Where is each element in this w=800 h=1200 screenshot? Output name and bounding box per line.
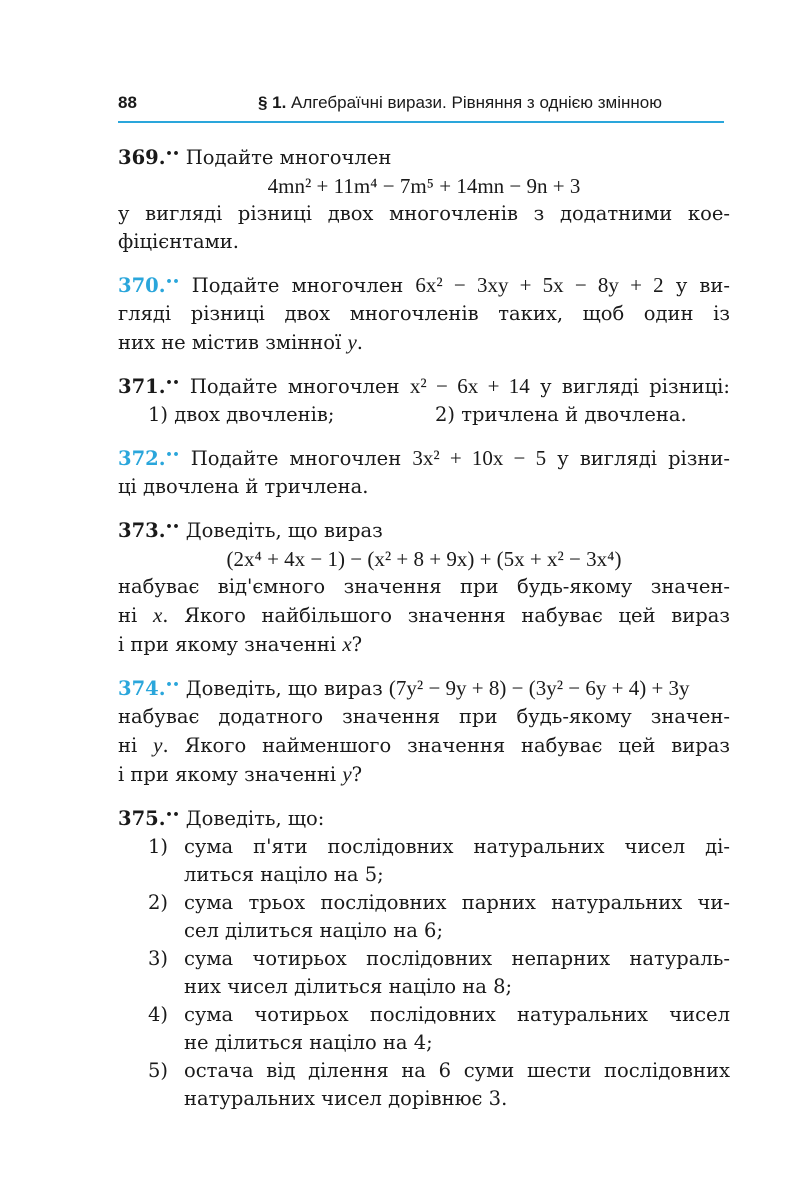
problem-369: [118, 140, 730, 256]
problem-text: них не містив змінної y.: [118, 330, 363, 354]
list-item: 3) сума чотирьох послідовних непарних натураль- них чисел ділиться націло на 8;: [148, 947, 730, 998]
problem-number: 372.••: [118, 447, 180, 470]
problem-371: [118, 369, 730, 429]
section-title: [258, 93, 662, 113]
problem-number: 373.••: [118, 519, 180, 542]
math-expression: (7y² − 9y + 8) − (3y² − 6y + 4) + 3y: [388, 676, 690, 700]
option-1: 1) двох двочленів;: [148, 403, 335, 426]
problem-text: ні x. Якого найбільшого значення набуває цей вираз: [118, 603, 730, 627]
list-item: 5) остача від ділення на 6 суми шести послідовних натуральних чисел дорівнює 3.: [148, 1059, 730, 1110]
math-expression: 4mn² + 11m⁴ − 7m⁵ + 14mn − 9n + 3: [267, 174, 581, 198]
section-title-text: Алгебраїчні вирази. Рівняння з однією змінною: [291, 93, 662, 112]
problem-370: [118, 268, 730, 357]
problem-374: [118, 671, 730, 789]
page-header: [118, 93, 724, 123]
list-item: 1) сума п'яти послідовних натуральних чисел ді- литься націло на 5;: [148, 835, 730, 886]
problem-number: 375.••: [118, 807, 180, 830]
math-expression: x² − 6x + 14: [409, 374, 530, 398]
problem-text: Доведіть, що:: [185, 807, 325, 830]
problem-number: 369.••: [118, 146, 180, 169]
sub-item-list: [118, 833, 730, 1113]
page-number: 88: [118, 93, 137, 112]
problem-text: і при якому значенні x?: [118, 632, 363, 656]
list-item: 4) сума чотирьох послідовних натуральних чисел не ділиться націло на 4;: [148, 1003, 730, 1054]
problem-text: Подайте многочлен: [191, 274, 404, 297]
problem-text: у вигляді різни-: [557, 447, 731, 470]
problem-number: 374.••: [118, 677, 180, 700]
problem-text: Доведіть, що вираз: [185, 519, 383, 542]
exercise-list: [118, 140, 730, 1125]
problem-text: Доведіть, що вираз: [185, 677, 383, 700]
list-item: 2) сума трьох послідовних парних натуральних чи- сел ділиться націло на 6;: [148, 891, 730, 942]
problem-text: Подайте многочлен: [189, 375, 400, 398]
answer-options: [118, 401, 730, 429]
problem-number: 371.••: [118, 375, 180, 398]
option-2: 2) тричлена й двочлена.: [435, 403, 687, 426]
problem-text: у вигляді різниці двох многочленів з додатними кое-: [118, 202, 730, 225]
math-expression: 6x² − 3xy + 5x − 8y + 2: [415, 273, 664, 297]
problem-375: [118, 801, 730, 1113]
problem-text: фіцієнтами.: [118, 230, 239, 253]
math-expression: 3x² + 10x − 5: [412, 446, 547, 470]
problem-text: набуває від'ємного значення при будь-якому значен-: [118, 575, 730, 598]
problem-373: [118, 513, 730, 659]
problem-text: і при якому значенні y?: [118, 762, 363, 786]
math-expression: (2x⁴ + 4x − 1) − (x² + 8 + 9x) + (5x + x² − 3x⁴): [226, 547, 622, 571]
problem-text: гляді різниці двох многочленів таких, щоб один із: [118, 302, 730, 325]
problem-text: у вигляді різниці:: [540, 375, 730, 398]
problem-text: Подайте многочлен: [185, 146, 392, 169]
problem-text: у ви-: [675, 274, 730, 297]
problem-number: 370.••: [118, 274, 180, 297]
problem-text: ці двочлена й тричлена.: [118, 475, 369, 498]
problem-text: набуває додатного значення при будь-якому значен-: [118, 705, 730, 728]
problem-372: [118, 441, 730, 501]
section-mark: § 1.: [257, 93, 287, 112]
problem-text: ні y. Якого найменшого значення набуває цей вираз: [118, 733, 730, 757]
problem-text: Подайте многочлен: [190, 447, 402, 470]
